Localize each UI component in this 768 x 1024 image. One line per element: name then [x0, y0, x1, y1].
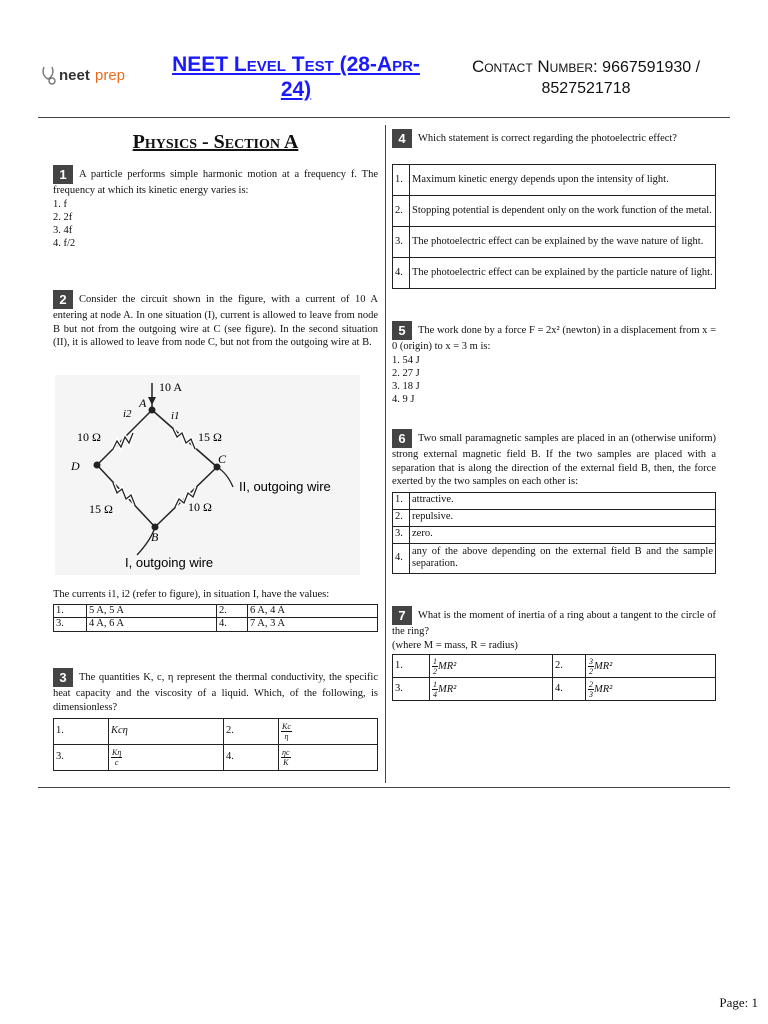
- option[interactable]: 2. 2f: [53, 211, 73, 223]
- option[interactable]: The photoelectric effect can be explained by the particle nature of light.: [410, 258, 716, 289]
- question-number: 6: [392, 429, 412, 448]
- table-row: [393, 165, 716, 196]
- options-table: [392, 164, 716, 289]
- outgoing-wire-b-label: I, outgoing wire: [125, 555, 214, 570]
- node-c-label: C: [218, 452, 227, 466]
- option[interactable]: Kcη: [109, 719, 224, 745]
- option[interactable]: Maximum kinetic energy depends upon the intensity of light.: [410, 165, 716, 196]
- option-number: 3.: [393, 526, 410, 543]
- option-number: 2.: [217, 604, 248, 618]
- table-row: [393, 227, 716, 258]
- options-table: [53, 718, 378, 771]
- option[interactable]: The photoelectric effect can be explained by the wave nature of light.: [410, 227, 716, 258]
- option-number: 2.: [393, 509, 410, 526]
- table-row: [54, 604, 378, 618]
- question-6: [392, 429, 716, 574]
- contact-number-2: 8527521718: [541, 80, 631, 97]
- question-7: [392, 606, 716, 701]
- neetprep-logo: [40, 62, 150, 88]
- question-text: Which statement is correct regarding the photoelectric effect?: [418, 132, 677, 144]
- option[interactable]: 6 A, 4 A: [248, 604, 378, 618]
- option-number: 1.: [393, 655, 430, 678]
- resistor-db-label: 15 Ω: [89, 502, 113, 516]
- test-title: NEET Level Test (28-Apr-24): [172, 53, 420, 101]
- node-a-label: A: [139, 396, 147, 410]
- circuit-figure: [55, 375, 360, 575]
- option-number: 3.: [393, 227, 410, 258]
- option[interactable]: 4. 9 J: [392, 393, 415, 405]
- options-table: [392, 492, 716, 574]
- option[interactable]: $\frac{3}{2}$ MR²: [586, 655, 716, 678]
- option-number: 1.: [54, 719, 109, 745]
- option-number: 3.: [54, 618, 87, 632]
- resistor-ac-label: 15 Ω: [198, 430, 222, 444]
- question-3: [53, 668, 378, 771]
- question-1: [53, 165, 378, 250]
- outgoing-wire-c-label: II, outgoing wire: [239, 479, 331, 494]
- option-number: 1.: [54, 604, 87, 618]
- question-text: The currents i1, i2 (refer to figure), in situation I, have the values:: [53, 589, 330, 600]
- option-number: 4.: [553, 678, 586, 701]
- option[interactable]: $\frac{1}{4}$ MR²: [430, 678, 553, 701]
- table-row: [393, 492, 716, 509]
- question-2: [53, 290, 378, 350]
- option-number: 4.: [224, 745, 279, 771]
- question-number: 2: [53, 290, 73, 309]
- option[interactable]: repulsive.: [410, 509, 716, 526]
- options-table: [392, 654, 716, 701]
- option[interactable]: 3. 4f: [53, 224, 73, 236]
- option[interactable]: $\frac{2}{3}$ MR²: [586, 678, 716, 701]
- contact-label: Contact Number:: [471, 57, 598, 76]
- table-row: [54, 618, 378, 632]
- options-table: [53, 604, 378, 632]
- question-number: 7: [392, 606, 412, 625]
- option[interactable]: 2. 27 J: [392, 367, 420, 379]
- question-text: Consider the circuit shown in the figure, with a current of 10 A entering at node A. In one situation (I), current is allowed to leave from node B but not from the outgoing wire at C (see figure). In the second situation (II), it is allowed to leave from node C, but not from the outgoing wire at B.: [53, 293, 378, 348]
- contact-number-1: 9667591930 /: [602, 59, 701, 76]
- option[interactable]: zero.: [410, 526, 716, 543]
- table-row: [393, 509, 716, 526]
- option-number: 4.: [217, 618, 248, 632]
- option[interactable]: attractive.: [410, 492, 716, 509]
- option[interactable]: $\frac{K\eta}{c}$: [109, 745, 224, 771]
- question-5: [392, 321, 716, 406]
- option-number: 2.: [393, 196, 410, 227]
- option[interactable]: $\frac{\eta c}{K}$: [279, 745, 378, 771]
- i2-label: i2: [123, 408, 132, 420]
- resistor-ad-label: 10 Ω: [77, 430, 101, 444]
- table-row: [393, 678, 716, 701]
- option-number: 4.: [393, 258, 410, 289]
- table-row: [393, 196, 716, 227]
- option[interactable]: $\frac{Kc}{\eta}$: [279, 719, 378, 745]
- option[interactable]: any of the above depending on the external field B and the sample separation.: [410, 543, 716, 573]
- table-row: [393, 655, 716, 678]
- option[interactable]: 1. 54 J: [392, 354, 420, 366]
- option-number: 3.: [54, 745, 109, 771]
- options-list: [392, 354, 716, 406]
- table-row: [393, 258, 716, 289]
- question-text: What is the moment of inertia of a ring about a tangent to the circle of the ring?: [392, 609, 716, 637]
- i1-label: i1: [171, 410, 180, 422]
- option[interactable]: 3. 18 J: [392, 380, 420, 392]
- question-number: 5: [392, 321, 412, 340]
- option[interactable]: Stopping potential is dependent only on the work function of the metal.: [410, 196, 716, 227]
- question-number: 3: [53, 668, 73, 687]
- table-row: [393, 543, 716, 573]
- option-number: 4.: [393, 543, 410, 573]
- svg-text:neet: neet: [59, 67, 90, 84]
- footer-rule: [38, 787, 730, 788]
- option[interactable]: 4. f/2: [53, 237, 76, 249]
- option[interactable]: 1. f: [53, 198, 67, 210]
- question-text: A particle performs simple harmonic motion at a frequency f. The frequency at which its kinetic energy varies is:: [53, 168, 378, 196]
- resistor-cb-label: 10 Ω: [188, 500, 212, 514]
- question-4: [392, 129, 716, 289]
- option[interactable]: $\frac{1}{2}$ MR²: [430, 655, 553, 678]
- option-number: 1.: [393, 492, 410, 509]
- table-row: [54, 745, 378, 771]
- table-row: [54, 719, 378, 745]
- question-text: The quantities K, c, η represent the thermal conductivity, the specific heat capacity and the viscosity of a liquid. Which, of the following, is dimensionless?: [53, 671, 378, 713]
- section-title: Physics - Section A: [132, 131, 299, 153]
- option-number: 1.: [393, 165, 410, 196]
- question-number: 1: [53, 165, 73, 184]
- option-number: 2.: [224, 719, 279, 745]
- options-list: [53, 198, 378, 250]
- option-number: 2.: [553, 655, 586, 678]
- question-text: The work done by a force F = 2x² (newton) in a displacement from x = 0 (origin) to x = 3 m is:: [392, 324, 716, 352]
- table-row: [393, 526, 716, 543]
- option[interactable]: 5 A, 5 A: [87, 604, 217, 618]
- question-2-followup: [53, 588, 378, 632]
- svg-text:prep: prep: [95, 67, 126, 84]
- option-number: 3.: [393, 678, 430, 701]
- question-note: (where M = mass, R = radius): [392, 639, 518, 651]
- node-b-label: B: [151, 530, 159, 544]
- current-in-label: 10 A: [159, 380, 183, 394]
- question-number: 4: [392, 129, 412, 148]
- option[interactable]: 4 A, 6 A: [87, 618, 217, 632]
- node-d-label: D: [71, 459, 80, 473]
- header-rule: [38, 117, 730, 118]
- column-divider: [385, 125, 386, 783]
- option[interactable]: 7 A, 3 A: [248, 618, 378, 632]
- question-text: Two small paramagnetic samples are placed in an (otherwise uniform) strong external magnetic field B. If the two samples are placed with a separation that is along the direction of the external field B, then, the force exerted by the two samples on each other is:: [392, 432, 716, 487]
- contact-info: [436, 56, 736, 99]
- page-number: Page: 1: [719, 995, 758, 1010]
